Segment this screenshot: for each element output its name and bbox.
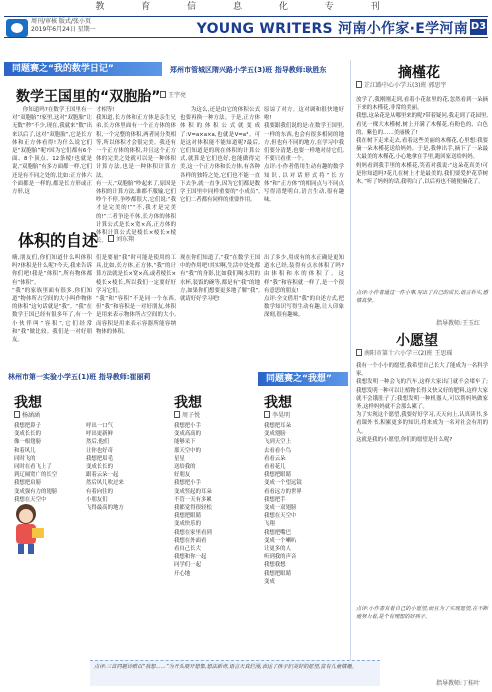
sidebar-article-body: 放学了,我刚刚走到,看着小花盆里的花,忽然看到一朵摘下来的木槿花,非常的美丽。 我想,这朵花是从哪里来的呢?带着疑问,我走到了花园里,看见一棵大木槿树,树上开满了木槿花,有粉色的、白色的、紫色的……美丽极了! 我在树下走来走去,看着这些美丽的木槿花,心里想:我要摘一朵木槿花送给妈妈。于是,我伸出手,摘下了一朵最大最美的木槿花,小心地拿在手里,跑回家送给妈妈。 妈妈看到我手里的木槿花,笑着对我说:“这朵花真美!可是你知道吗?花儿在树上才是最美的,我们要爱护花草树木。”听了妈妈的话,我明白了,以后再也不随便摘花了。 xyxy=(356,97,488,186)
article1-column-4: 原谅了对方。这对调和很快地好啦! 我要跟我们说的是:在数学王国里,一样的东西,也会有很多相同的地方,但也有不同的地方,在学习中我们要分清楚,也要一样地对待它们,不要只看重一个。 点评:小作者借用生动有趣的数学知识,以对话形式将“长方体”和“正方体”的相同点与不同点写得清楚明白,语言生动,很有趣味。 xyxy=(264,107,344,204)
article2-column-1: 嗨,朋友们,你们知道什么叫体积吗?体积是什么呢?今天,我来告诉你们吧!我是“体积”,所有物体都有“体积”。 “我”的家族里面有很多,你们知道“物体所占空间的大小叫作物体的体积”这句话就是“我”。“我”在数学王国已经有很多年了,有一个小伙伴叫“容积”,它们经常和“我”做比较。我们是一对好朋友。 xyxy=(12,255,92,344)
sidebar-review-note: 点评:小作者通过一件小事,写出了自己的成长,语言朴实,感情真挚。 xyxy=(356,290,488,304)
newspaper-logo-icon xyxy=(6,19,28,37)
sidebar-title-hibiscus: 摘槿花 xyxy=(398,65,440,81)
author-icon xyxy=(174,411,180,418)
sidebar-byline-2 xyxy=(356,348,488,357)
article1-column-1 xyxy=(12,106,92,222)
author-icon xyxy=(160,91,166,98)
sidebar-review-note-2: 点评:小作者有着自己的小愿望,而且为了实现愿望,在不断地努力着,是个有理想的好孩子。 xyxy=(356,606,488,620)
poem1-column-2: 呼出一口气 呼出更新鲜 然后,他们 让你也好奇 我想把眉毛 变成长长的 跟着云朵一起 然后风儿吹过来 有着向往的 小朋友们 飞得最高的地方 xyxy=(86,423,124,512)
poem3-byline xyxy=(264,410,290,419)
article1-text-3: 为这么,还是由它的体积公式也要再换一种方法。于是,正方体体积的体积公式就变成了:V=a×a×a,也就是V=a³。可是这对体积能不能知道呢?最后,它们知道是的现在体积的计算公式,就算是它们也好,也能做得完美,这一个正方体和长方体,有各种各样的独特之处,它们也不能一直下去争,就一直争,因为它们都是数学王国里中同样重要的“小成员”,它们二者都有同样的重要作用。 xyxy=(180,107,260,204)
author-icon xyxy=(14,411,20,418)
poem1-author: 杨涵涵 xyxy=(22,412,41,419)
author-name: 刘东翔 xyxy=(116,236,135,243)
section-banner-i-wish: 同题赛之“我想” xyxy=(258,372,348,386)
sidebar-article-body-2: 我有一个小小的愿望,我希望自己长大了能成为一名科学家。 我想发明一种会飞的汽车,这样大家出门就不会堵车了;我想发明一种可以让植物长得又快又好的肥料,这样大家就不会饿肚子了;我想发明一种机器人,可以帮妈妈做家务,这样妈妈就不会那么累了。 为了实现这个愿望,我要好好学习,天天向上,认真读书,多看课外书,积累更多的知识,将来成为一名对社会有用的人。 这就是我的小愿望,你们的愿望是什么呢? xyxy=(356,363,488,443)
poem2-byline xyxy=(174,410,200,419)
article1-column-2: 才相等! 我知道,长方体和正方体是亲生兄弟,长方体里面有一个正方体的体积,一个完整的体积,两者同分类相等,所以体积才会很完美。我还有一个正方体的体积,并且这个正方体的完美之处就可以是一种体积计算方法,也是一种体积计算方法。 有一天,“双胞胎”吵起来了,原因是体积的计算方法,谁都不服输,它们吵个不停,争吵都很大,它们说:“我才是完美的!”“不,我才是完美的!”二者争论不休,长方体的体积计算公式是长×宽×高,正方体的体积计算公式是棱长×棱长×棱长, xyxy=(96,107,176,245)
poem2-text: 我想把小手 变成高高的 能够采下 那天空中的 星星 送给我的 好朋友 我想把小手 变成竖起的耳朵 不管一天有多累 我都觉得很轻松 我想把眼睛 变成快乐的 我想在家里看到 我想在外面看 看自己长大 我想和你一起 同学们一起 开心地 xyxy=(174,423,212,577)
page-title: YOUNG WRITERS 河南小作家·E学河南 xyxy=(196,21,468,37)
section-banner-math-diary: 同题赛之“我的数学日记” xyxy=(4,62,162,76)
editor-line: 周刊/审核 版式/张小页 xyxy=(31,18,91,25)
article-title-twins: 数学王国里的“双胞胎” xyxy=(16,89,161,105)
sidebar-title-small-wish: 小愿望 xyxy=(396,333,438,349)
masthead-meta xyxy=(31,18,96,34)
poem3-author: 李昊明 xyxy=(272,412,291,419)
article1-text-1: 你知道吗?在数学王国里有一对“双胞胎”!家里,这对“双胞胎”让无数“秒”不少,现在,我就来“数”出来以后了,这对“双胞胎”,它是长方体和正方体看得!为什么说它们是“双胞胎”呢?因为它们都有6个面、8个顶点、12条棱!也就是说,“双胞胎”有多方面都一样,它们还是有不同之处的,比如:正方体六个面都是一样的,都是长方形或正方形,这 xyxy=(12,107,92,196)
date-line: 2019年6月24日 星期一 xyxy=(31,26,96,33)
poem2-title: 我想 xyxy=(174,395,202,411)
girl-illustration xyxy=(4,500,48,556)
author-icon xyxy=(356,349,362,356)
poem1-title: 我想 xyxy=(14,395,42,411)
article1-column-3 xyxy=(180,106,260,222)
article-title-volume: 体积的自述 xyxy=(18,231,99,250)
sidebar-author: 芷江路中心小学五(3)班 郭思宇 xyxy=(364,82,447,89)
poem1-byline xyxy=(14,410,40,419)
poem3-title: 我想 xyxy=(264,395,292,411)
page-number-badge: D3 xyxy=(470,19,487,35)
sidebar-byline xyxy=(356,80,488,89)
section2-school-note: 林州市第一实验小学五(1)班 指导教师:崔丽莉 xyxy=(8,373,151,381)
article2-column-4: 出了多少,用成有的水正确是更知道水已经,装得有点水体积了吗?由体积和水的体积了。这样“我”和容积就一样了,是一个很有意思的朋友! 点评:全文借用“我”的自述方式,把数学知识写得生动有趣,让人印象深刻,很有趣味。 xyxy=(264,255,344,319)
poem2-author: 周子悦 xyxy=(182,412,201,419)
article2-byline xyxy=(108,234,134,243)
sidebar-author-2: 南阳市第十六小学三(2)班 王思瑶 xyxy=(364,350,453,357)
article-byline xyxy=(160,90,186,99)
poem1-column-1: 我想把鼻子 变成长长的 像一根翅膀 和着风儿 同时飞的 同时在看飞上了 到辽阔宽广的长空 我想把肩膀 变成强有力的翅膀 我想在天空中 xyxy=(14,423,58,503)
page-header xyxy=(0,0,492,42)
author-name: 王宇亮 xyxy=(168,92,187,99)
sidebar-teacher-2: 指导教师:丁桂叶 xyxy=(436,680,481,687)
article2-column-2: 们是要量“我”时可能是使用的工具,比如,长方体,正方体,“我”的计算方法就是长×宽×高,或者棱长×棱长×棱长,所以我们一定要好好学习它们。 “我”和“容积”不是同一个东西,但“我”和容积是一对好朋友,体积是用来表示物体所占空间的大小,而容积是用来表示容器所能容纳物体的体积。 xyxy=(96,255,176,335)
sidebar-teacher: 指导教师:王玉红 xyxy=(436,320,481,327)
poems-review-note: 点评:三首同题诗歌以“我想……”为开头展开想象,想法新奇,语言天真烂漫,表达了孩子们美好的愿望,富有儿童情趣。 xyxy=(90,660,380,686)
author-icon xyxy=(108,235,114,242)
article2-column-3: 现在你们知道了,“我”在数学王国中的作用吧!其实啊,生活中处处都有“我”的身影,比如我们喝水用的水杯,装饭的碗等,都是有“我”的地方,如果你们想要更多地了解“我”,就请好好学习吧! xyxy=(180,255,260,303)
poem3-text: 我想把耳朵 变成翅膀 飞到天空上 去看看小鸟 看看云朵 看看花儿 我想把眼睛 变成一个望远镜 看看远方的世界 我想把手 变成一双翅膀 我想在天空中 飞翔 我想把嘴巴 变成一个喇叭 让更多的人 听到我的声音 我想我想 我想把眼睛 变成 xyxy=(264,423,302,585)
section-school-note: 郑州市管城区隋兴路小学五(3)班 指导教师:耿胜东 xyxy=(170,66,327,74)
author-icon xyxy=(356,81,362,88)
masthead-topline: 教 育 信 息 化 专 刊 xyxy=(95,2,397,12)
column-divider xyxy=(350,60,351,660)
author-icon xyxy=(264,411,270,418)
